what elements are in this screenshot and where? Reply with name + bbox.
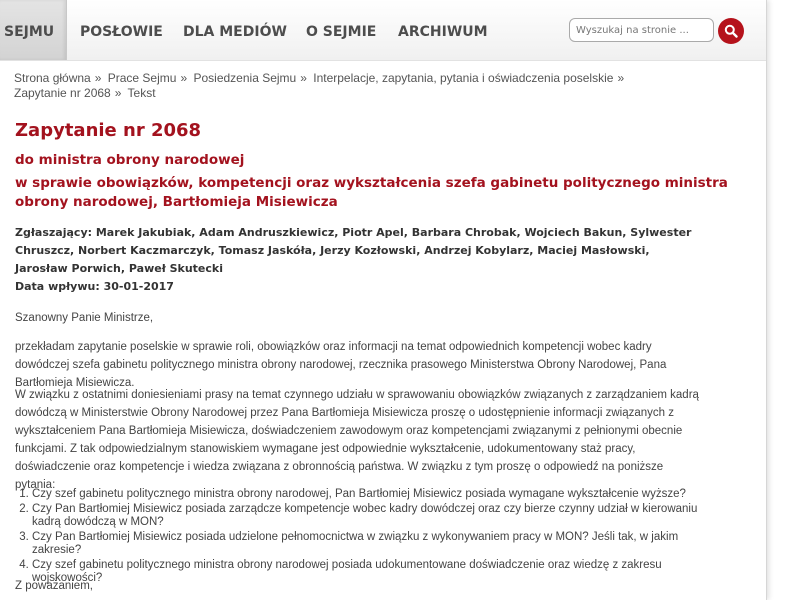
- nav-item-o-sejmie[interactable]: O SEJMIE: [306, 24, 377, 40]
- question-item: 3. Czy Pan Bartłomiej Misiewicz posiada udzielone pełnomocnictwa w związku z wykonywaniem pracy w MON? Jeśli tak, w jakim zakresie?: [32, 531, 722, 557]
- submission-meta: [15, 224, 705, 296]
- breadcrumb-separator: »: [94, 71, 102, 85]
- breadcrumb-separator: »: [617, 71, 625, 85]
- breadcrumb-link-posiedzenia[interactable]: Posiedzenia Sejmu: [193, 71, 297, 85]
- nav-item-archiwum[interactable]: ARCHIWUM: [398, 24, 488, 40]
- paragraph-context: W związku z ostatnimi doniesieniami prasy na temat czynnego udziału w sprawowaniu obowiązków związanych z zarządzaniem kadrą dowódczą w Ministerstwie Obrony Narodowej przez Pana Bartłomieja Misiewicza proszę o udostępnienie informacji związanych z wykształceniem Pana Bartłomieja Misiewicza, doświadczeniem zawodowym oraz kompetencjami związanymi z pełnionymi obecnie funkcjami. Z tak odpowiedzialnym stanowiskiem wymagane jest odpowiednie wykształcenie, udokumentowany staż pracy, doświadczenie oraz kompetencje i wiedza związana z obronnością państwa. W związku z tym proszę o odpowiedź na poniższe pytania:: [15, 389, 699, 491]
- receipt-date: [15, 278, 705, 296]
- breadcrumb-current: Tekst: [127, 86, 156, 100]
- breadcrumb: [14, 71, 654, 101]
- submitters-label: Zgłaszający:: [15, 226, 93, 239]
- search-input[interactable]: [569, 18, 714, 42]
- question-item: 2. Czy Pan Bartłomiej Misiewicz posiada zarządcze kompetencje wobec kadry dowódczej oraz czy bierze czynny udział w kierowaniu kadrą dowódczą w MON?: [32, 503, 722, 529]
- subject-heading-line2: obrony narodowej, Bartłomieja Misiewicza: [15, 194, 338, 210]
- search-icon: [724, 24, 738, 38]
- nav-item-dla-mediow[interactable]: DLA MEDIÓW: [183, 24, 287, 40]
- paragraph-intro: przekładam zapytanie poselskie w sprawie roli, obowiązków oraz informacji na temat odpowiednich kompetencji wobec kadry dowódczej szefa gabinetu politycznego ministra obrony narodowej, rzecznika prasowego Ministerstwa Obrony Narodowej, Pana Bartłomieja Misiewicza.: [15, 341, 667, 389]
- submitters: [15, 224, 705, 278]
- breadcrumb-separator: »: [180, 71, 188, 85]
- date-label: Data wpływu:: [15, 280, 100, 293]
- page-title: Zapytanie nr 2068: [15, 120, 202, 141]
- main-nav: [0, 0, 766, 61]
- addressee-heading: do ministra obrony narodowej: [15, 152, 245, 168]
- breadcrumb-link-zapytanie[interactable]: Zapytanie nr 2068: [14, 86, 111, 100]
- greeting: Szanowny Panie Ministrze,: [15, 312, 154, 324]
- search-button[interactable]: [718, 18, 744, 44]
- nav-item-poslowie[interactable]: POSŁOWIE: [80, 24, 163, 40]
- breadcrumb-link-interpelacje[interactable]: Interpelacje, zapytania, pytania i oświadczenia poselskie: [313, 71, 614, 85]
- breadcrumb-link-prace-sejmu[interactable]: Prace Sejmu: [107, 71, 177, 85]
- question-item: 4. Czy szef gabinetu politycznego ministra obrony narodowej posiada udokumentowane doświadczenie oraz wiedzę z zakresu wojskowości?: [32, 559, 722, 585]
- date-value: 30-01-2017: [103, 280, 174, 293]
- subject-heading-line1: w sprawie obowiązków, kompetencji oraz wykształcenia szefa gabinetu politycznego ministra: [15, 175, 728, 191]
- question-item: 1. Czy szef gabinetu politycznego ministra obrony narodowej, Pan Bartłomiej Misiewicz posiada wymagane wykształcenie wyższe?: [32, 488, 722, 501]
- nav-item-sejmu[interactable]: SEJMU: [0, 0, 67, 60]
- closing: Z poważaniem,: [15, 580, 93, 592]
- breadcrumb-separator: »: [300, 71, 307, 85]
- breadcrumb-separator: »: [114, 86, 122, 100]
- breadcrumb-link-home[interactable]: Strona główna: [14, 71, 91, 85]
- submitters-list: Marek Jakubiak, Adam Andruszkiewicz, Piotr Apel, Barbara Chrobak, Wojciech Bakun, Sylwester Chruszcz, Norbert Kaczmarczyk, Tomasz Jaskóła, Jerzy Kozłowski, Andrzej Kobylarz, Maciej Masłowski, Jarosław Porwich, Paweł Skutecki: [15, 226, 692, 275]
- questions-list: [15, 488, 722, 587]
